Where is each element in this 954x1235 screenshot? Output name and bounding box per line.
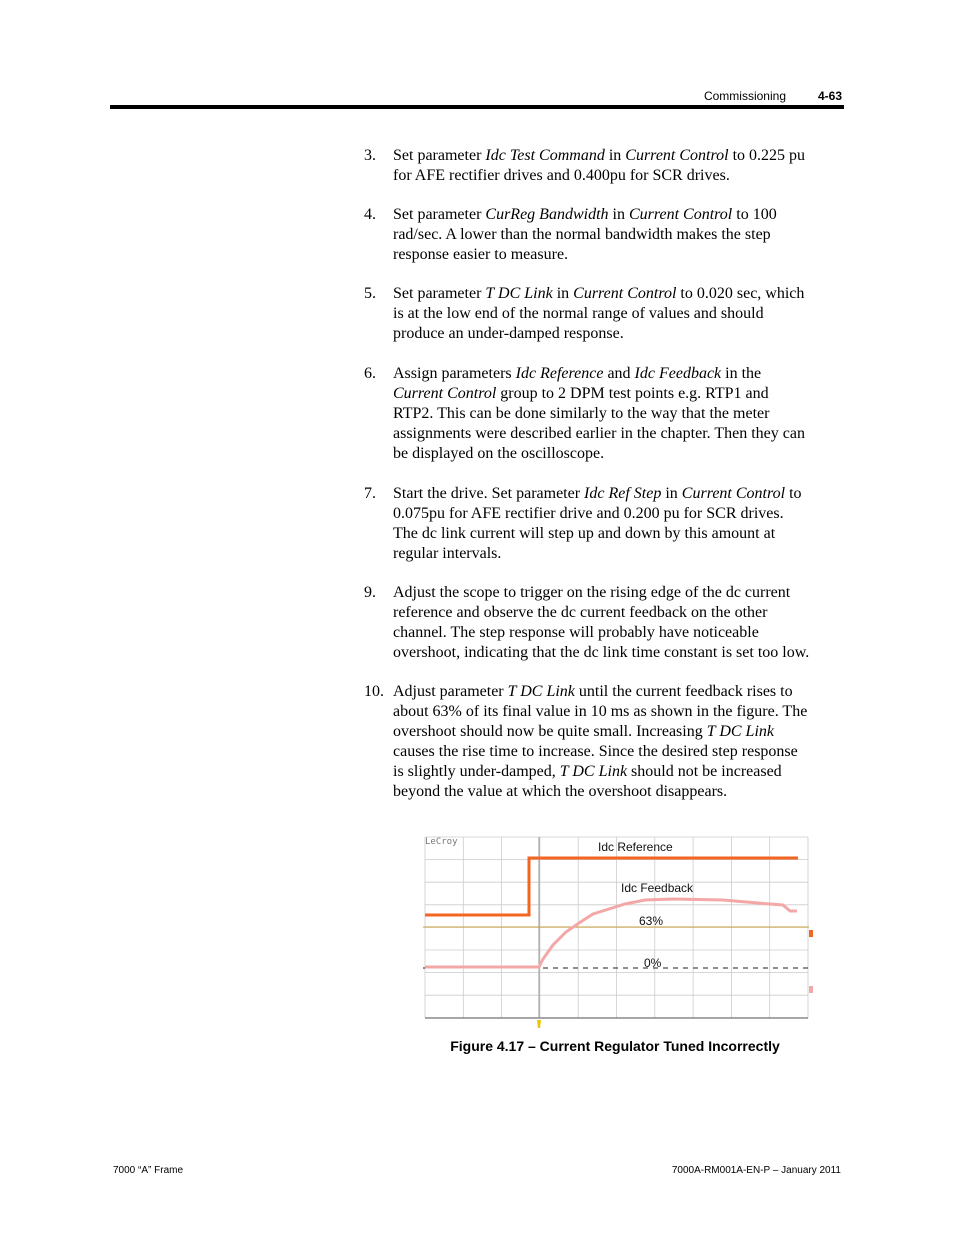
label-idc-feedback: Idc Feedback xyxy=(621,881,694,895)
text-run: Start the drive. Set parameter xyxy=(393,485,585,502)
label-63-percent: 63% xyxy=(639,914,664,928)
step-line xyxy=(393,682,844,702)
text-run: about 63% of its final value in 10 ms as shown in the figure. The xyxy=(393,703,808,720)
step-line xyxy=(393,643,844,663)
text-run: reference and observe the dc current feedback on the other xyxy=(393,604,768,621)
step-line xyxy=(393,324,844,344)
step-line xyxy=(393,284,844,304)
header-section-title: Commissioning xyxy=(703,89,786,103)
oscilloscope-figure xyxy=(423,835,813,1030)
text-run: in xyxy=(608,206,629,223)
step-line xyxy=(393,722,844,742)
text-run: The dc link current will step up and down by this amount at xyxy=(393,525,776,542)
text-run: rad/sec. A lower than the normal bandwidth makes the step xyxy=(393,226,771,243)
step-line xyxy=(393,484,844,504)
step-number: 10. xyxy=(364,683,384,700)
text-run: to 100 xyxy=(732,206,777,223)
step-line xyxy=(393,504,844,524)
footer-product: 7000 “A” Frame xyxy=(113,1165,184,1176)
step-line xyxy=(393,702,844,722)
text-run: regular intervals. xyxy=(393,545,502,562)
text-run: to 0.020 sec, which xyxy=(676,285,805,302)
text-run: and xyxy=(603,365,635,382)
text-run: Adjust the scope to trigger on the rising edge of the dc current xyxy=(393,584,791,601)
parameter-name: Idc Feedback xyxy=(634,365,722,382)
step-line xyxy=(393,205,844,225)
text-run: is at the low end of the normal range of values and should xyxy=(393,305,764,322)
text-run: is slightly under-damped, xyxy=(393,763,560,780)
text-run: overshoot should now be quite small. Increasing xyxy=(393,723,707,740)
channel-marker-63 xyxy=(809,930,813,937)
step-text xyxy=(393,205,844,265)
step-text xyxy=(393,583,844,663)
text-run: should not be increased xyxy=(627,763,782,780)
step-line xyxy=(393,225,844,245)
header-rule xyxy=(110,105,844,109)
scope-background xyxy=(423,835,813,1030)
text-run: assignments were described earlier in the chapter. Then they can xyxy=(393,425,805,442)
parameter-name: Idc Ref Step xyxy=(584,485,662,502)
label-0-percent: 0% xyxy=(644,956,662,970)
step-line xyxy=(393,146,844,166)
text-run: produce an under-damped response. xyxy=(393,325,624,342)
text-run: for AFE rectifier drives and 0.400pu for SCR drives. xyxy=(393,167,730,184)
step-line xyxy=(393,245,844,265)
parameter-name: Current Control xyxy=(628,206,733,223)
step-line xyxy=(393,603,844,623)
parameter-name: CurReg Bandwidth xyxy=(485,206,609,223)
channel-marker-0 xyxy=(809,986,813,993)
text-run: Adjust parameter xyxy=(393,683,508,700)
parameter-name: Current Control xyxy=(681,485,786,502)
text-run: causes the rise time to increase. Since the desired step response xyxy=(393,743,798,760)
parameter-name: T DC Link xyxy=(507,683,575,700)
step-line xyxy=(393,424,844,444)
text-run: in xyxy=(552,285,574,302)
step-text xyxy=(393,484,844,564)
parameter-name: Current Control xyxy=(625,147,729,164)
step-text xyxy=(393,364,844,464)
step-number: 3. xyxy=(364,147,376,164)
text-run: to xyxy=(785,485,802,502)
parameter-name: Idc Reference xyxy=(515,365,604,382)
step-text xyxy=(393,284,844,344)
step-line xyxy=(393,583,844,603)
parameter-name: Idc Test Command xyxy=(485,147,605,164)
step-line xyxy=(393,166,844,186)
step-line xyxy=(393,623,844,643)
label-idc-reference: Idc Reference xyxy=(598,840,673,854)
figure-caption: Figure 4.17 – Current Regulator Tuned Incorrectly xyxy=(450,1038,780,1054)
step-line xyxy=(393,524,844,544)
step-line xyxy=(393,782,844,802)
parameter-name: T DC Link xyxy=(559,763,628,780)
step-line xyxy=(393,304,844,324)
scope-brand-logo: LeCroy xyxy=(425,837,458,847)
parameter-name: T DC Link xyxy=(706,723,774,740)
step-number: 7. xyxy=(364,485,376,502)
step-number: 9. xyxy=(364,584,376,601)
parameter-name: T DC Link xyxy=(485,285,553,302)
text-run: Set parameter xyxy=(393,206,486,223)
text-run: in xyxy=(661,485,682,502)
text-run: 0.075pu for AFE rectifier drive and 0.200 pu for SCR drives. xyxy=(393,505,784,522)
step-number: 6. xyxy=(364,365,376,382)
step-line xyxy=(393,404,844,424)
text-run: RTP2. This can be done similarly to the way that the meter xyxy=(393,405,770,422)
text-run: to 0.225 pu xyxy=(728,147,806,164)
step-line xyxy=(393,742,844,762)
step-number: 5. xyxy=(364,285,376,302)
parameter-name: Current Control xyxy=(393,385,497,402)
text-run: in the xyxy=(721,365,762,382)
header-page-number: 4-63 xyxy=(817,89,842,103)
step-text xyxy=(393,682,844,802)
step-line xyxy=(393,364,844,384)
step-text xyxy=(393,146,844,186)
step-number: 4. xyxy=(364,206,376,223)
text-run: Set parameter xyxy=(393,147,486,164)
text-run: be displayed on the oscilloscope. xyxy=(393,445,605,462)
text-run: beyond the value at which the overshoot disappears. xyxy=(393,783,728,800)
text-run: channel. The step response will probably have noticeable xyxy=(393,624,759,641)
step-line xyxy=(393,544,844,564)
footer-publication: 7000A-RM001A-EN-P – January 2011 xyxy=(671,1165,841,1176)
step-line xyxy=(393,384,844,404)
text-run: in xyxy=(604,147,626,164)
text-run: until the current feedback rises to xyxy=(574,683,793,700)
step-line xyxy=(393,762,844,782)
text-run: Assign parameters xyxy=(393,365,516,382)
text-run: overshoot, indicating that the dc link time constant is set too low. xyxy=(393,644,810,661)
text-run: group to 2 DPM test points e.g. RTP1 and xyxy=(496,385,769,402)
text-run: response easier to measure. xyxy=(393,246,569,263)
parameter-name: Current Control xyxy=(573,285,677,302)
step-line xyxy=(393,444,844,464)
text-run: Set parameter xyxy=(393,285,486,302)
